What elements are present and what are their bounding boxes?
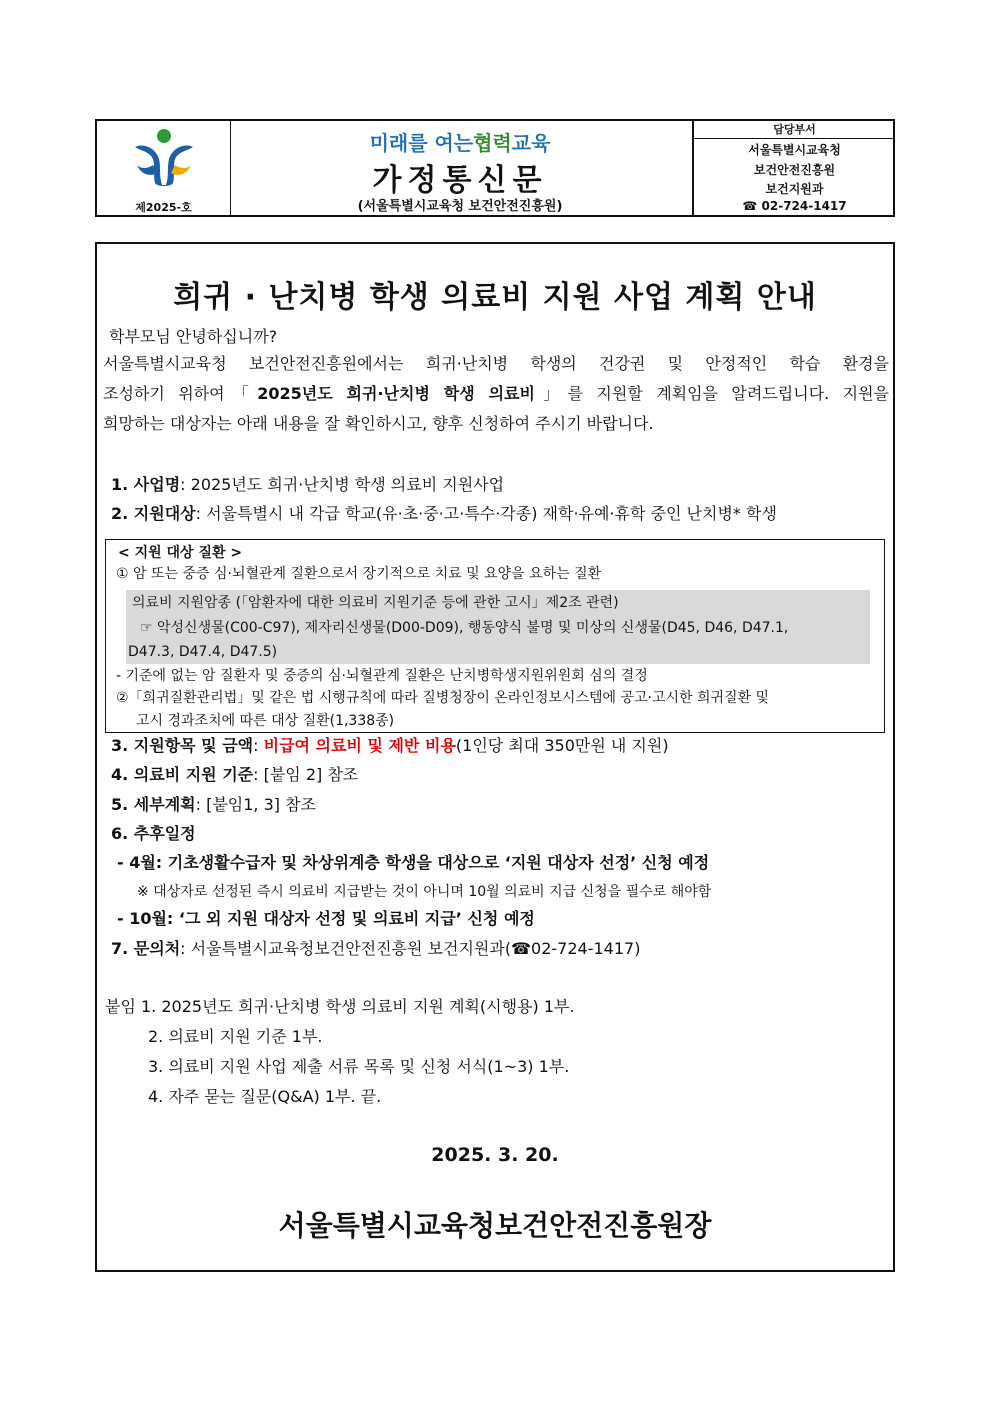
disease-box: [105, 539, 885, 733]
attachment-4: 4. 자주 묻는 질문(Q&A) 1부. 끝.: [148, 1087, 382, 1106]
item-7-phone: 02-724-1417): [531, 939, 641, 958]
doc-type-title: 가정통신문: [372, 163, 548, 198]
seoul-education-logo-icon: [129, 125, 199, 189]
slogan-part3: 교육: [511, 131, 551, 155]
intro-line-2: [103, 381, 889, 407]
attachment-2: 2. 의료비 지원 기준 1부.: [148, 1027, 323, 1046]
item-3-colon: :: [253, 736, 264, 755]
item-7-phone-icon: ☎: [511, 939, 532, 958]
issue-date: 2025. 3. 20.: [431, 1144, 559, 1166]
phone-icon: ☎: [742, 199, 758, 213]
phone-number: 02-724-1417: [761, 199, 847, 213]
title-cell: [230, 121, 690, 215]
attachment-1: 붙임 1. 2025년도 희귀·난치병 학생 의료비 지원 계획(시행용) 1부.: [105, 997, 575, 1016]
item-4: [111, 762, 358, 788]
logo-cell: [97, 121, 231, 215]
page-title: 희귀 · 난치병 학생 의료비 지원 사업 계획 안내: [173, 280, 817, 315]
main-content-box: [95, 242, 895, 1272]
disease-item-2-cont: 고시 경과조치에 따른 대상 질환(1,338종): [136, 713, 395, 729]
disease-item-2: ②「희귀질환관리법」및 같은 법 시행규칙에 따라 질병청장이 온라인정보시스템에 공고·고시한 희귀질환 및: [116, 690, 770, 706]
cancer-types-list-cont: D47.3, D47.4, D47.5): [128, 644, 278, 660]
item-7-text: : 서울특별시교육청보건안전진흥원 보건지원과(: [180, 939, 512, 958]
disease-item-1: ① 암 또는 중증 심·뇌혈관계 질환으로서 장기적으로 치료 및 요양을 요하는 질환: [116, 566, 602, 582]
department-cell: [692, 121, 895, 215]
item-4-label: 4. 의료비 지원 기준: [111, 765, 254, 784]
cancer-types-list: ☞ 악성신생물(C00-C97), 제자리신생물(D00-D09), 행동양식 불명 및 미상의 신생물(D45, D46, D47.1,: [140, 620, 789, 636]
item-1: [111, 472, 504, 498]
item-1-text: : 2025년도 희귀·난치병 학생 의료비 지원사업: [180, 475, 505, 494]
item-3-red-text: 비급여 의료비 및 제반 비용: [263, 736, 456, 755]
signature: 서울특별시교육청보건안전진흥원장: [278, 1209, 712, 1242]
department-line-3: 보건지원과: [765, 182, 824, 196]
slogan-part1: 미래를 여는: [369, 131, 474, 155]
item-6-note: ※ 대상자로 선정된 즉시 의료비 지급받는 것이 아니며 10월 의료비 지급 신청을 필수로 해야함: [137, 884, 712, 900]
item-7: [111, 936, 640, 962]
intro-line-2-post: 」를 지원할 계획임을 알려드립니다. 지원을: [534, 384, 890, 403]
intro-line-2-pre: 조성하기 위하여「: [103, 384, 258, 403]
item-5: [111, 792, 316, 818]
intro-line-3: 희망하는 대상자는 아래 내용을 잘 확인하시고, 향후 신청하여 주시기 바랍니다.: [103, 414, 654, 433]
header-table: [95, 119, 895, 217]
item-3-label: 3. 지원항목 및 금액: [111, 736, 254, 755]
disease-heading: < 지원 대상 질환 >: [118, 545, 243, 561]
item-3: [111, 733, 669, 759]
cancer-types-box: [126, 590, 870, 664]
intro-line-2-bold: 2025년도 희귀·난치병 학생 의료비: [257, 384, 535, 403]
item-5-text: : [붙임1, 3] 참조: [195, 795, 317, 814]
item-2-label: 2. 지원대상: [111, 504, 196, 523]
item-2-text: : 서울특별시 내 각급 학교(유·초·중·고·특수·각종) 재학·유예·휴학 중인 난치병* 학생: [195, 504, 777, 523]
issue-number: 제2025-호: [135, 201, 192, 214]
department-phone: [694, 199, 895, 213]
org-name: (서울특별시교육청 보건안전진흥원): [357, 199, 563, 214]
item-3-text: (1인당 최대 350만원 내 지원): [455, 736, 669, 755]
slogan-part2: 협력: [473, 131, 512, 155]
cancer-types-heading: 의료비 지원암종 (「암환자에 대한 의료비 지원기준 등에 관한 고시」제2조 관련): [132, 595, 619, 611]
disease-note: - 기준에 없는 암 질환자 및 중증의 심·뇌혈관계 질환은 난치병학생지원위원회 심의 결정: [116, 668, 648, 684]
item-2: [111, 501, 777, 527]
item-6-label: 6. 추후일정: [111, 824, 196, 843]
greeting: 학부모님 안녕하십니까?: [109, 327, 278, 346]
department-label: 담당부서: [694, 121, 895, 139]
item-7-label: 7. 문의처: [111, 939, 181, 958]
item-6-schedule-1: - 4월: 기초생활수급자 및 차상위계층 학생을 대상으로 ‘지원 대상자 선정’ 신청 예정: [117, 853, 710, 872]
intro-line-1: 서울특별시교육청 보건안전진흥원에서는 희귀·난치병 학생의 건강권 및 안정적인 학습 환경을: [103, 354, 889, 373]
department-line-2: 보건안전진흥원: [753, 163, 836, 177]
department-line-1: 서울특별시교육청: [748, 143, 841, 157]
slogan: [230, 127, 690, 156]
item-5-label: 5. 세부계획: [111, 795, 196, 814]
item-1-label: 1. 사업명: [111, 475, 181, 494]
item-6-schedule-2: - 10월: ‘그 외 지원 대상자 선정 및 의료비 지급’ 신청 예정: [117, 909, 535, 928]
item-4-text: : [붙임 2] 참조: [253, 765, 359, 784]
attachment-3: 3. 의료비 지원 사업 제출 서류 목록 및 신청 서식(1~3) 1부.: [148, 1057, 570, 1076]
